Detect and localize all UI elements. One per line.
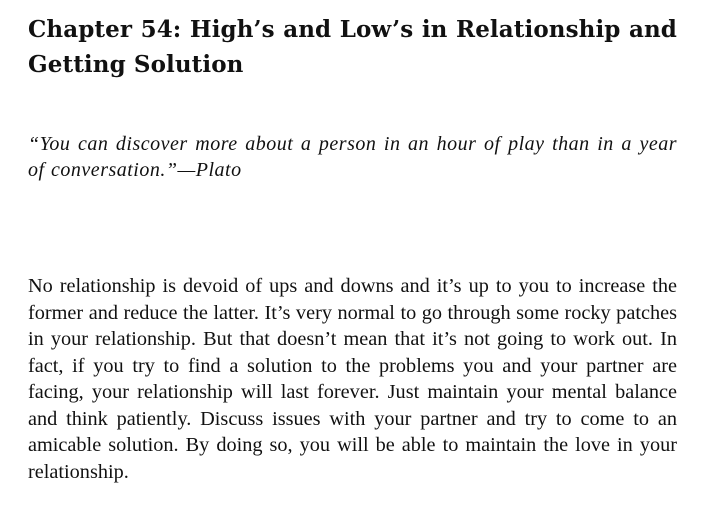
chapter-title: Chapter 54: High’s and Low’s in Relationship and Getting Solution xyxy=(28,16,677,78)
body-paragraph: No relationship is devoid of ups and downs and it’s up to you to increase the former and reduce the latter. It’s very normal to go through some rocky patches in your relationship. But that doesn’t mean that it’s not going to work out. In fact, if you try to find a solution to the problems you and your partner are facing, your relationship will last forever. Just maintain your mental balance and think patiently. Discuss issues with your partner and try to come to an amicable solution. By doing so, you will be able to maintain the love in your relationship. xyxy=(28,275,677,483)
epigraph-quote: “You can discover more about a person in an hour of play than in a year of conversation.”—Plato xyxy=(28,133,677,181)
